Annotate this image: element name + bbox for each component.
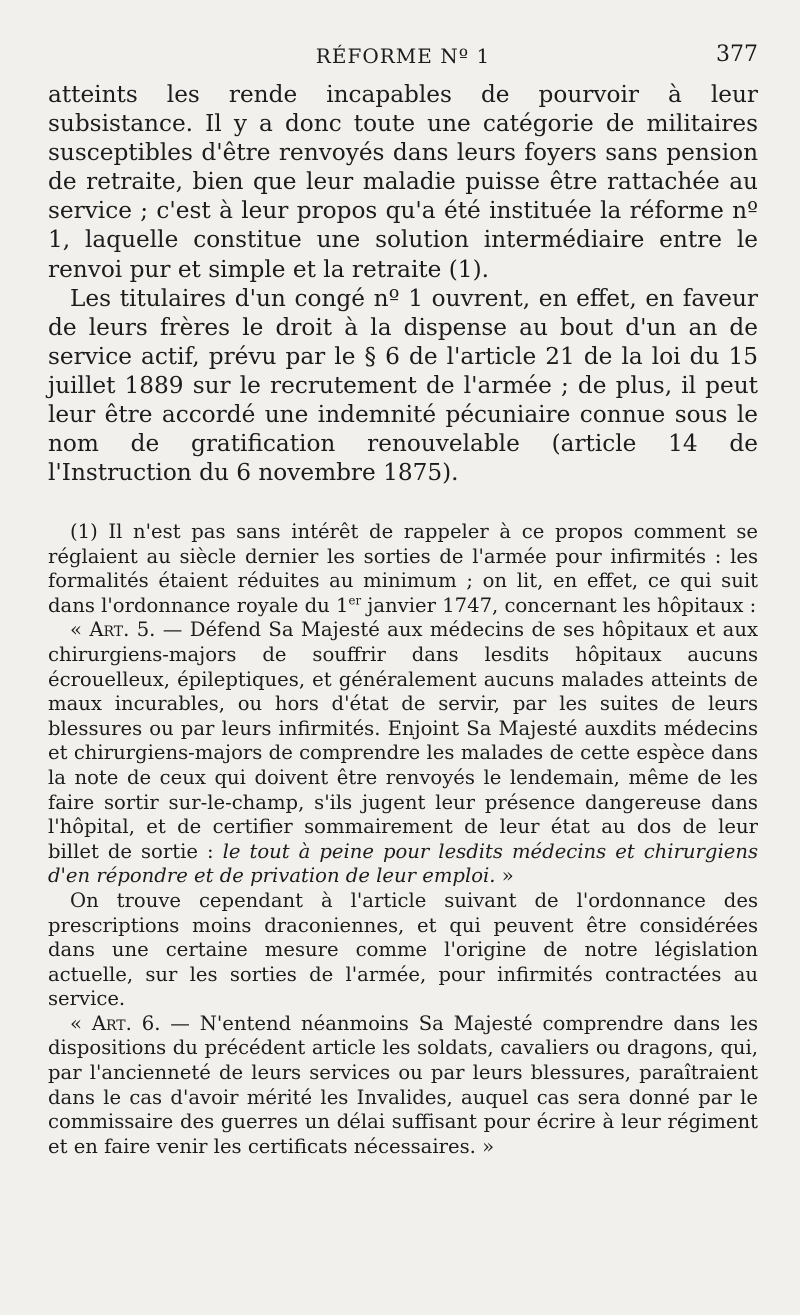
- article-5-italic: le tout à peine pour lesdits médecins et chirurgiens d'en répondre et de privation de leur emploi.: [48, 839, 759, 888]
- article-5-quote: [48, 618, 758, 889]
- running-title: RÉFORME Nº 1: [315, 44, 491, 68]
- footnote-intro: [48, 520, 758, 618]
- footnote-intro-a: (1) Il n'est pas sans intérêt de rappeler à ce propos comment se réglaient au siècle dernier les sorties de l'armée pour infirmités : les formalités étaient réduites au minimum ; on lit, en effet, ce qui suit dans l'ordonnance royale du 1: [48, 520, 758, 617]
- paragraph-2: Les titulaires d'un congé nº 1 ouvrent, en effet, en faveur de leurs frères le droit à la dispense au bout d'un an de service actif, prévu par le § 6 de l'article 21 de la loi du 15 juillet 1889 sur le recrutement de l'armée ; de plus, il peut leur être accordé une indemnité pécuniaire connue sous le nom de gratification renouvelable (article 14 de l'Instruction du 6 novembre 1875).: [48, 284, 758, 487]
- footnote-intro-sup: er: [348, 593, 362, 608]
- page-header: [48, 40, 758, 74]
- article-5-close: »: [495, 864, 514, 888]
- article-6-quote: [48, 1012, 758, 1160]
- paragraph-on-trouve: On trouve cependant à l'article suivant de l'ordonnance des prescriptions moins draconiennes, et qui peuvent être considérées dans une certaine mesure comme l'origine de notre législation actuelle, sur les sorties de l'armée, pour infirmités contractées au service.: [48, 888, 758, 1011]
- footnote: [48, 520, 758, 1159]
- article-5-label: « Art. 5.: [70, 618, 156, 642]
- paragraph-1: atteints les rende incapables de pourvoir à leur subsistance. Il y a donc toute une catégorie de militaires susceptibles d'être renvoyés dans leurs foyers sans pension de retraite, bien que leur maladie puisse être rattachée au service ; c'est à leur propos qu'a été instituée la réforme nº 1, laquelle constitue une solution intermédiaire entre le renvoi pur et simple et la retraite (1).: [48, 81, 758, 283]
- article-5-text: — Défend Sa Majesté aux médecins de ses hôpitaux et aux chirurgiens-majors de souffrir dans lesdits hôpitaux aucuns écrouelleux, épileptiques, et généralement aucuns malades atteints de maux incurables, ou hors d'état de servir, par les suites de leurs blessures ou par leurs infirmités. Enjoint Sa Majesté auxdits médecins et chirurgiens-majors de comprendre les malades de cette espèce dans la note de ceux qui doivent être renvoyés le lendemain, même de les faire sortir sur-le-champ, s'ils jugent leur présence dangereuse dans l'hôpital, et de certifier sommairement de leur état au dos de leur billet de sortie :: [48, 618, 758, 863]
- article-6-label: « Art. 6.: [70, 1011, 161, 1035]
- article-6-text: — N'entend néanmoins Sa Majesté comprendre dans les dispositions du précédent article les soldats, cavaliers ou dragons, qui, par l'ancienneté de leurs services ou par leurs blessures, paraîtraient dans le cas d'avoir mérité les Invalides, auquel cas sera donné par le commissaire des guerres un délai suffisant pour écrire à leur régiment et en faire venir les certificats nécessaires. »: [48, 1011, 759, 1158]
- main-text: [48, 80, 758, 487]
- footnote-intro-b: janvier 1747, concernant les hôpitaux :: [361, 593, 757, 617]
- page-number: 377: [716, 42, 758, 67]
